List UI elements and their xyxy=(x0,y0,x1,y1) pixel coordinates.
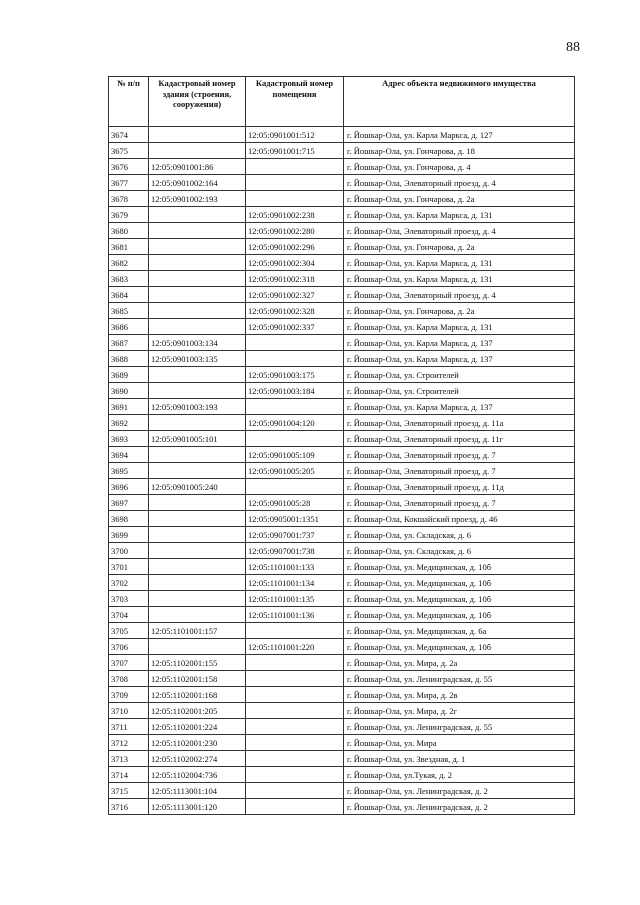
row-index: 3711 xyxy=(109,719,149,735)
table-row xyxy=(109,639,575,655)
premises-cadastral-number: 12:05:0901003:175 xyxy=(246,367,344,383)
table-row xyxy=(109,175,575,191)
row-index: 3675 xyxy=(109,143,149,159)
row-index: 3694 xyxy=(109,447,149,463)
premises-cadastral-number xyxy=(246,623,344,639)
row-index: 3705 xyxy=(109,623,149,639)
premises-cadastral-number xyxy=(246,783,344,799)
table-row xyxy=(109,159,575,175)
table-row xyxy=(109,623,575,639)
building-cadastral-number xyxy=(149,271,246,287)
table-row xyxy=(109,767,575,783)
premises-cadastral-number xyxy=(246,159,344,175)
building-cadastral-number: 12:05:0901002:164 xyxy=(149,175,246,191)
header-premises-cadastral: Кадастровый номер помещения xyxy=(246,77,344,127)
premises-cadastral-number: 12:05:0901002:280 xyxy=(246,223,344,239)
row-index: 3708 xyxy=(109,671,149,687)
header-address: Адрес объекта недвижимого имущества xyxy=(344,77,575,127)
table-row xyxy=(109,479,575,495)
premises-cadastral-number: 12:05:0901002:328 xyxy=(246,303,344,319)
row-index: 3683 xyxy=(109,271,149,287)
premises-cadastral-number: 12:05:0901002:337 xyxy=(246,319,344,335)
building-cadastral-number xyxy=(149,639,246,655)
premises-cadastral-number xyxy=(246,335,344,351)
table-row xyxy=(109,415,575,431)
row-index: 3709 xyxy=(109,687,149,703)
row-index: 3677 xyxy=(109,175,149,191)
table-row xyxy=(109,367,575,383)
row-index: 3698 xyxy=(109,511,149,527)
table-row xyxy=(109,255,575,271)
address: г. Йошкар-Ола, ул. Карла Маркса, д. 127 xyxy=(344,127,575,143)
table-row xyxy=(109,143,575,159)
building-cadastral-number xyxy=(149,383,246,399)
premises-cadastral-number xyxy=(246,671,344,687)
table-row xyxy=(109,207,575,223)
table-row xyxy=(109,319,575,335)
row-index: 3700 xyxy=(109,543,149,559)
address: г. Йошкар-Ола, ул. Карла Маркса, д. 137 xyxy=(344,351,575,367)
address: г. Йошкар-Ола, ул. Медицинская, д. 10б xyxy=(344,591,575,607)
building-cadastral-number xyxy=(149,591,246,607)
premises-cadastral-number xyxy=(246,719,344,735)
building-cadastral-number xyxy=(149,223,246,239)
building-cadastral-number xyxy=(149,527,246,543)
address: г. Йошкар-Ола, ул.Тукая, д. 2 xyxy=(344,767,575,783)
address: г. Йошкар-Ола, ул. Строителей xyxy=(344,383,575,399)
address: г. Йошкар-Ола, ул. Карла Маркса, д. 137 xyxy=(344,335,575,351)
building-cadastral-number xyxy=(149,143,246,159)
premises-cadastral-number xyxy=(246,479,344,495)
table-row xyxy=(109,495,575,511)
row-index: 3703 xyxy=(109,591,149,607)
building-cadastral-number: 12:05:0901003:134 xyxy=(149,335,246,351)
address: г. Йошкар-Ола, Элеваторный проезд, д. 4 xyxy=(344,287,575,303)
address: г. Йошкар-Ола, ул. Гончарова, д. 4 xyxy=(344,159,575,175)
table-row xyxy=(109,191,575,207)
row-index: 3693 xyxy=(109,431,149,447)
building-cadastral-number xyxy=(149,367,246,383)
address: г. Йошкар-Ола, ул. Гончарова, д. 18 xyxy=(344,143,575,159)
row-index: 3679 xyxy=(109,207,149,223)
address: г. Йошкар-Ола, ул. Ленинградская, д. 2 xyxy=(344,799,575,815)
address: г. Йошкар-Ола, ул. Медицинская, д. 10б xyxy=(344,639,575,655)
header-index: № п/п xyxy=(109,77,149,127)
premises-cadastral-number: 12:05:0901004:120 xyxy=(246,415,344,431)
premises-cadastral-number: 12:05:0907001:737 xyxy=(246,527,344,543)
address: г. Йошкар-Ола, ул. Складская, д. 6 xyxy=(344,543,575,559)
premises-cadastral-number xyxy=(246,191,344,207)
address: г. Йошкар-Ола, ул. Мира xyxy=(344,735,575,751)
building-cadastral-number xyxy=(149,239,246,255)
building-cadastral-number xyxy=(149,559,246,575)
row-index: 3688 xyxy=(109,351,149,367)
row-index: 3691 xyxy=(109,399,149,415)
premises-cadastral-number xyxy=(246,351,344,367)
row-index: 3704 xyxy=(109,607,149,623)
building-cadastral-number: 12:05:1102001:158 xyxy=(149,671,246,687)
building-cadastral-number xyxy=(149,255,246,271)
address: г. Йошкар-Ола, Элеваторный проезд, д. 7 xyxy=(344,447,575,463)
row-index: 3674 xyxy=(109,127,149,143)
building-cadastral-number: 12:05:1102001:205 xyxy=(149,703,246,719)
row-index: 3695 xyxy=(109,463,149,479)
building-cadastral-number: 12:05:0901005:101 xyxy=(149,431,246,447)
building-cadastral-number: 12:05:1113001:120 xyxy=(149,799,246,815)
building-cadastral-number: 12:05:0901001:86 xyxy=(149,159,246,175)
premises-cadastral-number: 12:05:1101001:220 xyxy=(246,639,344,655)
table-row xyxy=(109,399,575,415)
building-cadastral-number xyxy=(149,575,246,591)
row-index: 3701 xyxy=(109,559,149,575)
table-row xyxy=(109,463,575,479)
table-row xyxy=(109,735,575,751)
row-index: 3686 xyxy=(109,319,149,335)
table-row xyxy=(109,799,575,815)
building-cadastral-number xyxy=(149,319,246,335)
row-index: 3710 xyxy=(109,703,149,719)
row-index: 3714 xyxy=(109,767,149,783)
table-row xyxy=(109,511,575,527)
table-row xyxy=(109,671,575,687)
premises-cadastral-number xyxy=(246,175,344,191)
premises-cadastral-number xyxy=(246,703,344,719)
row-index: 3699 xyxy=(109,527,149,543)
premises-cadastral-number: 12:05:0901005:109 xyxy=(246,447,344,463)
row-index: 3680 xyxy=(109,223,149,239)
address: г. Йошкар-Ола, ул. Ленинградская, д. 55 xyxy=(344,671,575,687)
premises-cadastral-number: 12:05:0901002:327 xyxy=(246,287,344,303)
premises-cadastral-number: 12:05:0901003:184 xyxy=(246,383,344,399)
building-cadastral-number: 12:05:0901002:193 xyxy=(149,191,246,207)
table-body xyxy=(109,127,575,815)
address: г. Йошкар-Ола, ул. Складская, д. 6 xyxy=(344,527,575,543)
address: г. Йошкар-Ола, ул. Звездная, д. 1 xyxy=(344,751,575,767)
table-row xyxy=(109,543,575,559)
building-cadastral-number xyxy=(149,511,246,527)
table-row xyxy=(109,527,575,543)
address: г. Йошкар-Ола, ул. Гончарова, д. 2а xyxy=(344,191,575,207)
premises-cadastral-number xyxy=(246,687,344,703)
table-row xyxy=(109,575,575,591)
building-cadastral-number xyxy=(149,127,246,143)
building-cadastral-number xyxy=(149,447,246,463)
building-cadastral-number xyxy=(149,495,246,511)
row-index: 3678 xyxy=(109,191,149,207)
address: г. Йошкар-Ола, ул. Карла Маркса, д. 131 xyxy=(344,207,575,223)
table-header-row xyxy=(109,77,575,127)
row-index: 3697 xyxy=(109,495,149,511)
address: г. Йошкар-Ола, ул. Ленинградская, д. 55 xyxy=(344,719,575,735)
row-index: 3716 xyxy=(109,799,149,815)
address: г. Йошкар-Ола, ул. Медицинская, д. 10б xyxy=(344,607,575,623)
row-index: 3685 xyxy=(109,303,149,319)
table-row xyxy=(109,431,575,447)
premises-cadastral-number: 12:05:0901001:715 xyxy=(246,143,344,159)
building-cadastral-number xyxy=(149,207,246,223)
address: г. Йошкар-Ола, ул. Карла Маркса, д. 131 xyxy=(344,255,575,271)
table-row xyxy=(109,351,575,367)
building-cadastral-number: 12:05:1102002:274 xyxy=(149,751,246,767)
premises-cadastral-number xyxy=(246,431,344,447)
row-index: 3707 xyxy=(109,655,149,671)
building-cadastral-number: 12:05:1102001:224 xyxy=(149,719,246,735)
row-index: 3715 xyxy=(109,783,149,799)
table-row xyxy=(109,127,575,143)
table-row xyxy=(109,687,575,703)
row-index: 3713 xyxy=(109,751,149,767)
table-row xyxy=(109,335,575,351)
premises-cadastral-number: 12:05:0901002:318 xyxy=(246,271,344,287)
building-cadastral-number xyxy=(149,543,246,559)
building-cadastral-number xyxy=(149,415,246,431)
premises-cadastral-number: 12:05:0901005:28 xyxy=(246,495,344,511)
address: г. Йошкар-Ола, Элеваторный проезд, д. 11д xyxy=(344,479,575,495)
row-index: 3687 xyxy=(109,335,149,351)
address: г. Йошкар-Ола, ул. Мира, д. 2в xyxy=(344,687,575,703)
address: г. Йошкар-Ола, ул. Гончарова, д. 2а xyxy=(344,303,575,319)
building-cadastral-number: 12:05:1101001:157 xyxy=(149,623,246,639)
premises-cadastral-number: 12:05:0901002:238 xyxy=(246,207,344,223)
row-index: 3702 xyxy=(109,575,149,591)
row-index: 3681 xyxy=(109,239,149,255)
row-index: 3682 xyxy=(109,255,149,271)
table-row xyxy=(109,559,575,575)
table-row xyxy=(109,223,575,239)
table-row xyxy=(109,703,575,719)
row-index: 3692 xyxy=(109,415,149,431)
address: г. Йошкар-Ола, ул. Карла Маркса, д. 131 xyxy=(344,271,575,287)
building-cadastral-number xyxy=(149,607,246,623)
building-cadastral-number: 12:05:0901003:193 xyxy=(149,399,246,415)
building-cadastral-number: 12:05:1113001:104 xyxy=(149,783,246,799)
building-cadastral-number xyxy=(149,287,246,303)
premises-cadastral-number: 12:05:0901001:512 xyxy=(246,127,344,143)
premises-cadastral-number: 12:05:1101001:134 xyxy=(246,575,344,591)
address: г. Йошкар-Ола, Кокшайский проезд, д. 46 xyxy=(344,511,575,527)
address: г. Йошкар-Ола, Элеваторный проезд, д. 11г xyxy=(344,431,575,447)
row-index: 3690 xyxy=(109,383,149,399)
table-row xyxy=(109,383,575,399)
building-cadastral-number: 12:05:1102001:230 xyxy=(149,735,246,751)
premises-cadastral-number xyxy=(246,799,344,815)
address: г. Йошкар-Ола, Элеваторный проезд, д. 11а xyxy=(344,415,575,431)
row-index: 3696 xyxy=(109,479,149,495)
table-row xyxy=(109,607,575,623)
address: г. Йошкар-Ола, Элеваторный проезд, д. 7 xyxy=(344,463,575,479)
building-cadastral-number: 12:05:0901005:240 xyxy=(149,479,246,495)
premises-cadastral-number xyxy=(246,735,344,751)
row-index: 3689 xyxy=(109,367,149,383)
premises-cadastral-number: 12:05:1101001:136 xyxy=(246,607,344,623)
table-row xyxy=(109,271,575,287)
table-row xyxy=(109,591,575,607)
header-building-cadastral: Кадастровый номер здания (строения, сооружения) xyxy=(149,77,246,127)
address: г. Йошкар-Ола, ул. Медицинская, д. 10б xyxy=(344,575,575,591)
address: г. Йошкар-Ола, ул. Ленинградская, д. 2 xyxy=(344,783,575,799)
building-cadastral-number: 12:05:1102001:155 xyxy=(149,655,246,671)
building-cadastral-number: 12:05:0901003:135 xyxy=(149,351,246,367)
address: г. Йошкар-Ола, Элеваторный проезд, д. 4 xyxy=(344,175,575,191)
property-register-table xyxy=(108,76,575,815)
address: г. Йошкар-Ола, Элеваторный проезд, д. 7 xyxy=(344,495,575,511)
address: г. Йошкар-Ола, ул. Медицинская, д. 10б xyxy=(344,559,575,575)
page-number: 88 xyxy=(566,40,580,55)
address: г. Йошкар-Ола, ул. Гончарова, д. 2а xyxy=(344,239,575,255)
row-index: 3712 xyxy=(109,735,149,751)
premises-cadastral-number: 12:05:1101001:135 xyxy=(246,591,344,607)
address: г. Йошкар-Ола, ул. Мира, д. 2а xyxy=(344,655,575,671)
table-row xyxy=(109,287,575,303)
premises-cadastral-number xyxy=(246,655,344,671)
building-cadastral-number xyxy=(149,303,246,319)
premises-cadastral-number xyxy=(246,399,344,415)
row-index: 3706 xyxy=(109,639,149,655)
table-row xyxy=(109,783,575,799)
premises-cadastral-number: 12:05:0901002:304 xyxy=(246,255,344,271)
address: г. Йошкар-Ола, ул. Строителей xyxy=(344,367,575,383)
row-index: 3676 xyxy=(109,159,149,175)
premises-cadastral-number: 12:05:1101001:133 xyxy=(246,559,344,575)
premises-cadastral-number: 12:05:0905001:1351 xyxy=(246,511,344,527)
address: г. Йошкар-Ола, ул. Медицинская, д. 6а xyxy=(344,623,575,639)
table-row xyxy=(109,655,575,671)
premises-cadastral-number xyxy=(246,767,344,783)
table-row xyxy=(109,303,575,319)
table-row xyxy=(109,239,575,255)
table-row xyxy=(109,447,575,463)
building-cadastral-number xyxy=(149,463,246,479)
building-cadastral-number: 12:05:1102004:736 xyxy=(149,767,246,783)
address: г. Йошкар-Ола, Элеваторный проезд, д. 4 xyxy=(344,223,575,239)
row-index: 3684 xyxy=(109,287,149,303)
premises-cadastral-number: 12:05:0901005:205 xyxy=(246,463,344,479)
premises-cadastral-number: 12:05:0907001:738 xyxy=(246,543,344,559)
table-row xyxy=(109,751,575,767)
address: г. Йошкар-Ола, ул. Карла Маркса, д. 131 xyxy=(344,319,575,335)
address: г. Йошкар-Ола, ул. Карла Маркса, д. 137 xyxy=(344,399,575,415)
table-row xyxy=(109,719,575,735)
building-cadastral-number: 12:05:1102001:168 xyxy=(149,687,246,703)
premises-cadastral-number: 12:05:0901002:296 xyxy=(246,239,344,255)
address: г. Йошкар-Ола, ул. Мира, д. 2г xyxy=(344,703,575,719)
premises-cadastral-number xyxy=(246,751,344,767)
